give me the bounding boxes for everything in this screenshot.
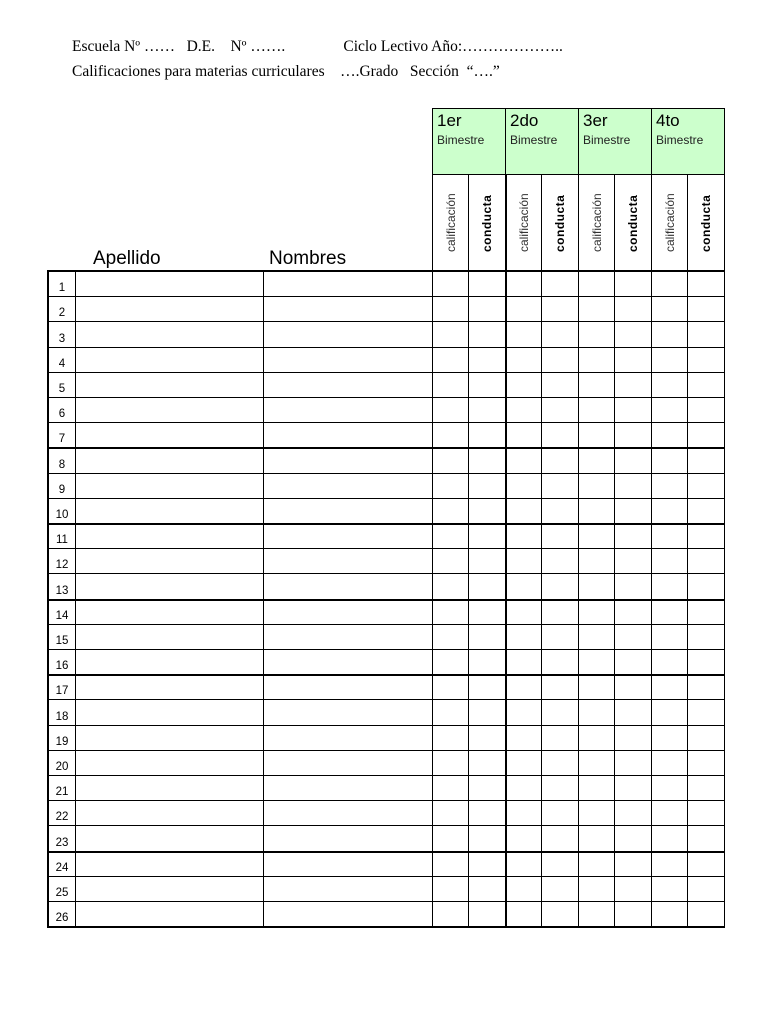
row-number: 6 [58,408,66,420]
grade-column-line [468,271,469,928]
calificacion-label: calificación [517,193,531,252]
row-divider [47,624,725,625]
row-divider [47,750,725,751]
apellido-column-line [263,271,264,928]
subcolumn-line [687,174,688,271]
term-label: 3er [583,111,608,130]
column-header-apellido: Apellido [93,248,161,269]
grade-column-line [614,271,615,928]
subcolumn-line [432,174,433,271]
row-number: 15 [55,635,69,647]
subcolumn-line [505,174,507,271]
row-number: 16 [55,660,69,672]
grade-column-line [724,271,725,928]
row-divider [47,825,725,826]
row-number: 23 [55,837,69,849]
row-number: 12 [55,559,69,571]
term-header-divider [505,108,506,175]
term-header-2 [505,109,578,175]
term-label: 2do [510,111,539,130]
row-divider [47,321,725,322]
header-line-school: Escuela Nº …… D.E. Nº ……. Ciclo Lectivo Año:……………….. [72,38,563,55]
term-header-divider [724,108,725,175]
table-top-border [47,270,725,272]
row-divider [47,599,725,601]
row-number: 20 [55,761,69,773]
term-label: 1er [437,111,462,130]
term-header-divider [432,108,433,175]
row-divider [47,523,725,525]
row-divider [47,473,725,474]
row-number: 11 [56,534,68,546]
conducta-label: conducta [480,194,494,252]
number-column-line [75,271,76,928]
row-number: 10 [55,509,69,521]
conducta-label: conducta [626,194,640,252]
row-number: 7 [58,433,66,445]
row-number: 17 [55,685,69,697]
conducta-label: conducta [553,194,567,252]
calificacion-label: calificación [444,193,458,252]
grade-column-line [578,271,579,928]
term-sublabel: Bimestre [583,133,631,147]
subcolumn-line [578,174,579,271]
term-header-3 [578,109,651,175]
row-number: 3 [58,333,66,345]
grade-column-line [541,271,542,928]
row-divider [47,296,725,297]
grade-column-line [687,271,688,928]
row-number: 18 [55,711,69,723]
subcolumn-line [724,174,725,271]
row-number: 2 [58,307,66,319]
grade-column-line [651,271,652,928]
subcolumn-line [651,174,652,271]
row-number: 19 [55,736,69,748]
subcolumn-line [614,174,615,271]
row-number: 5 [58,383,66,395]
row-number: 14 [55,610,69,622]
term-header-divider [578,108,579,175]
subcolumn-line [541,174,542,271]
row-divider [47,674,725,676]
term-sublabel: Bimestre [437,133,485,147]
term-header-divider [651,108,652,175]
subcolumn-line [468,174,469,271]
row-divider [47,573,725,574]
row-number: 25 [55,887,69,899]
row-number: 24 [55,862,69,874]
row-number: 4 [58,358,66,370]
row-divider [47,901,725,902]
column-header-nombres: Nombres [269,248,347,269]
header-line-grades: Calificaciones para materias curriculares ….Grado Sección “….” [72,63,500,80]
row-divider [47,397,725,398]
row-divider [47,926,725,928]
grade-column-line [505,271,507,928]
grade-column-line [432,271,433,928]
row-number: 1 [58,282,66,294]
term-label: 4to [656,111,680,130]
row-number: 21 [55,786,69,798]
row-divider [47,548,725,549]
row-number: 9 [58,484,66,496]
row-divider [47,447,725,449]
calificacion-label: calificación [590,193,604,252]
conducta-label: conducta [699,194,713,252]
row-divider [47,775,725,776]
row-number: 13 [55,585,69,597]
table-left-border [47,271,49,928]
row-divider [47,725,725,726]
row-divider [47,422,725,423]
row-divider [47,851,725,853]
term-header-4 [651,109,724,175]
term-sublabel: Bimestre [510,133,558,147]
row-number: 26 [55,912,69,924]
calificacion-label: calificación [663,193,677,252]
term-header-1 [432,109,505,175]
row-number: 22 [55,811,69,823]
row-divider [47,876,725,877]
row-divider [47,372,725,373]
row-divider [47,347,725,348]
term-sublabel: Bimestre [656,133,704,147]
row-number: 8 [58,459,66,471]
row-divider [47,800,725,801]
row-divider [47,498,725,499]
row-divider [47,699,725,700]
row-divider [47,649,725,650]
